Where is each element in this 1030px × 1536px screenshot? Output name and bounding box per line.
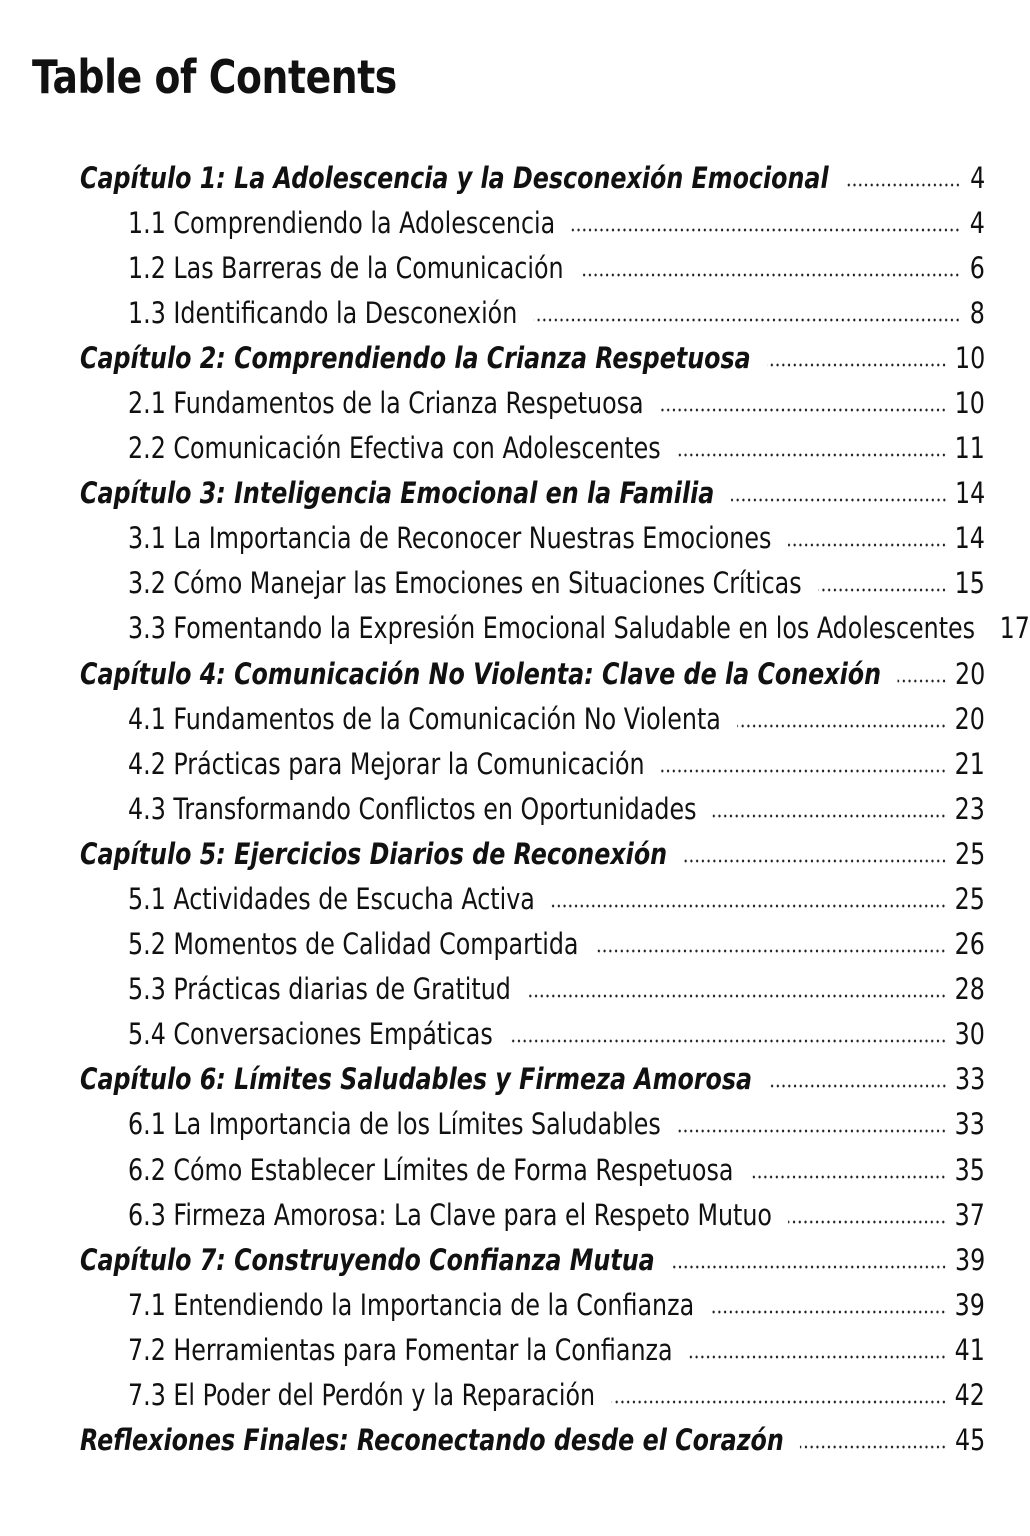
toc-section-entry[interactable]: [80, 1012, 985, 1057]
entry-page-number: 8: [969, 295, 985, 330]
entry-title: 3.2 Cómo Manejar las Emociones en Situaciones Críticas: [128, 566, 802, 601]
entry-page-number: 30: [954, 1017, 985, 1052]
entry-title: 6.3 Firmeza Amorosa: La Clave para el Respeto Mutuo: [128, 1197, 772, 1232]
entry-title: 5.2 Momentos de Calidad Compartida: [128, 927, 579, 962]
dot-leader: [788, 543, 947, 547]
entry-title: 4.3 Transformando Conflictos en Oportunidades: [128, 791, 697, 826]
dot-leader: [788, 1220, 946, 1224]
dot-leader: [713, 814, 947, 818]
entry-title: 4.1 Fundamentos de la Comunicación No Violenta: [128, 701, 721, 736]
dot-leader: [750, 1175, 947, 1179]
entry-page-number: 33: [954, 1107, 985, 1142]
entry-title: Capítulo 4: Comunicación No Violenta: Clave de la Conexión: [80, 656, 882, 691]
toc-chapter-entry[interactable]: [80, 831, 985, 876]
dot-leader: [818, 588, 946, 592]
entry-page-number: 15: [954, 566, 985, 601]
toc-section-entry[interactable]: [80, 741, 985, 786]
dot-leader: [661, 769, 946, 773]
dot-leader: [595, 949, 947, 953]
entry-page-number: 33: [955, 1062, 986, 1097]
entry-title: Capítulo 1: La Adolescencia y la Desconexión Emocional: [80, 160, 829, 195]
entry-page-number: 37: [954, 1197, 985, 1232]
entry-page-number: 35: [954, 1152, 985, 1187]
entry-title: Reflexiones Finales: Reconectando desde el Corazón: [80, 1423, 784, 1458]
dot-leader: [767, 363, 947, 367]
entry-page-number: 26: [954, 927, 985, 962]
dot-leader: [660, 408, 946, 412]
entry-title: 1.2 Las Barreras de la Comunicación: [128, 250, 564, 285]
toc-section-entry[interactable]: [80, 1102, 985, 1147]
dot-leader: [677, 1129, 946, 1133]
entry-title: 2.1 Fundamentos de la Crianza Respetuosa: [128, 385, 644, 420]
toc-chapter-entry[interactable]: [80, 1237, 985, 1282]
entry-title: 1.3 Identificando la Desconexión: [128, 295, 518, 330]
toc-section-entry[interactable]: [80, 516, 985, 561]
toc-section-entry[interactable]: [80, 696, 985, 741]
entry-page-number: 20: [954, 701, 985, 736]
toc-section-entry[interactable]: [80, 877, 985, 922]
table-of-contents: [80, 155, 1030, 1463]
entry-title: 6.2 Cómo Establecer Límites de Forma Respetuosa: [128, 1152, 734, 1187]
entry-title: 7.2 Herramientas para Fomentar la Confianza: [128, 1332, 673, 1367]
toc-section-entry[interactable]: [80, 1373, 985, 1418]
entry-page-number: 14: [954, 521, 985, 556]
toc-section-entry[interactable]: [80, 561, 985, 606]
entry-page-number: 21: [954, 746, 985, 781]
entry-title: Capítulo 5: Ejercicios Diarios de Reconexión: [80, 836, 668, 871]
entry-page-number: 25: [955, 836, 986, 871]
entry-page-number: 6: [969, 250, 985, 285]
dot-leader: [768, 1084, 946, 1088]
entry-title: 6.1 La Importancia de los Límites Saludables: [128, 1107, 661, 1142]
entry-title: 3.1 La Importancia de Reconocer Nuestras Emociones: [128, 521, 772, 556]
entry-title: 1.1 Comprendiendo la Adolescencia: [128, 205, 556, 240]
entry-title: Capítulo 3: Inteligencia Emocional en la Familia: [80, 476, 715, 511]
entry-page-number: 25: [954, 882, 985, 916]
toc-section-entry[interactable]: [80, 245, 985, 290]
toc-section-entry[interactable]: [80, 200, 985, 245]
entry-title: Capítulo 7: Construyendo Confianza Mutua: [80, 1242, 655, 1277]
toc-section-entry[interactable]: [80, 1192, 985, 1237]
dot-leader: [711, 1310, 947, 1314]
entry-page-number: 14: [955, 476, 986, 511]
entry-title: 5.1 Actividades de Escucha Activa: [128, 882, 535, 916]
toc-section-entry[interactable]: [80, 967, 985, 1012]
dot-leader: [551, 904, 946, 908]
toc-chapter-entry[interactable]: [80, 155, 985, 200]
entry-page-number: 10: [955, 340, 986, 375]
toc-section-entry[interactable]: [80, 290, 985, 335]
dot-leader: [671, 1265, 947, 1269]
dot-leader: [677, 453, 946, 457]
toc-section-entry[interactable]: [80, 922, 985, 967]
dot-leader: [509, 1039, 946, 1043]
entry-title: 7.3 El Poder del Perdón y la Reparación: [128, 1378, 596, 1413]
entry-page-number: 28: [954, 972, 985, 1007]
entry-title: Capítulo 2: Comprendiendo la Crianza Respetuosa: [80, 340, 751, 375]
toc-section-entry[interactable]: [80, 606, 1030, 651]
dot-leader: [580, 273, 960, 277]
dot-leader: [534, 318, 961, 322]
entry-page-number: 45: [955, 1423, 986, 1458]
dot-leader: [689, 1355, 946, 1359]
dot-leader: [611, 1400, 946, 1404]
entry-page-number: 23: [954, 791, 985, 826]
entry-title: 2.2 Comunicación Efectiva con Adolescentes: [128, 431, 661, 466]
entry-page-number: 41: [954, 1332, 985, 1367]
entry-title: Capítulo 6: Límites Saludables y Firmeza Amorosa: [80, 1062, 753, 1097]
entry-page-number: 10: [954, 385, 985, 420]
entry-page-number: 4: [970, 160, 986, 195]
entry-page-number: 42: [954, 1378, 985, 1413]
entry-page-number: 20: [955, 656, 986, 691]
entry-page-number: 11: [954, 431, 985, 466]
dot-leader: [731, 498, 947, 502]
page-title: Table of Contents: [32, 50, 397, 104]
toc-chapter-entry[interactable]: [80, 335, 985, 380]
entry-title: 5.3 Prácticas diarias de Gratitud: [128, 972, 511, 1007]
entry-page-number: 4: [969, 205, 985, 240]
dot-leader: [845, 183, 961, 187]
entry-title: 5.4 Conversaciones Empáticas: [128, 1017, 493, 1052]
dot-leader: [527, 994, 946, 998]
entry-page-number: 17: [999, 611, 1030, 646]
entry-title: 4.2 Prácticas para Mejorar la Comunicación: [128, 746, 645, 781]
dot-leader: [572, 228, 961, 232]
entry-title: 3.3 Fomentando la Expresión Emocional Saludable en los Adolescentes: [128, 611, 976, 646]
dot-leader: [737, 724, 946, 728]
toc-section-entry[interactable]: [80, 1282, 985, 1327]
toc-chapter-entry[interactable]: [80, 651, 985, 696]
toc-chapter-entry[interactable]: [80, 1057, 985, 1102]
dot-leader: [800, 1445, 947, 1449]
toc-section-entry[interactable]: [80, 380, 985, 425]
toc-section-entry[interactable]: [80, 786, 985, 831]
toc-section-entry[interactable]: [80, 1147, 985, 1192]
toc-chapter-entry[interactable]: [80, 471, 985, 516]
entry-page-number: 39: [954, 1287, 985, 1322]
entry-page-number: 39: [955, 1242, 986, 1277]
toc-chapter-entry[interactable]: [80, 1418, 985, 1463]
entry-title: 7.1 Entendiendo la Importancia de la Confianza: [128, 1287, 695, 1322]
toc-section-entry[interactable]: [80, 426, 985, 471]
dot-leader: [684, 859, 947, 863]
toc-section-entry[interactable]: [80, 1327, 985, 1372]
dot-leader: [897, 679, 946, 683]
